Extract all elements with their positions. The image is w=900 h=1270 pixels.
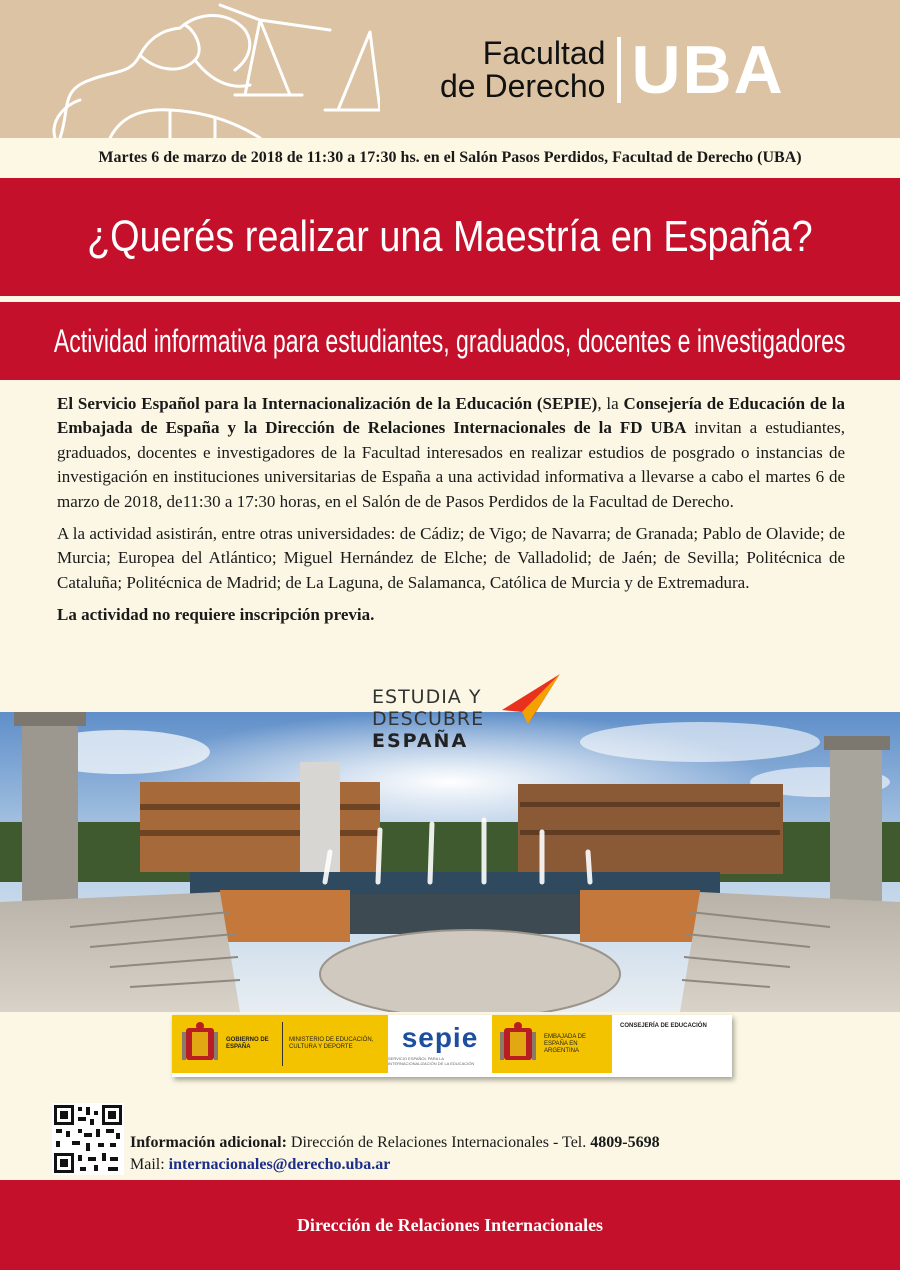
- gobierno-text: GOBIERNO DE ESPAÑA: [226, 1037, 269, 1050]
- page-subtitle: Actividad informativa para estudiantes, graduados, docentes e investigadores: [54, 322, 846, 359]
- brand-divider: [617, 37, 621, 103]
- page-title: ¿Querés realizar una Maestría en España?: [87, 212, 813, 261]
- body-text: [57, 392, 845, 636]
- paper-plane-icon: [500, 672, 562, 724]
- justice-illustration: [20, 0, 380, 138]
- estudia-espana-logo: [372, 672, 572, 772]
- consejeria-text: CONSEJERÍA DE EDUCACIÓN: [620, 1023, 707, 1029]
- embajada-text: EMBAJADA DE ESPAÑA EN ARGENTINA: [544, 1033, 587, 1054]
- sepie-subtitle: SERVICIO ESPAÑOL PARA LA INTERNACIONALIZACIÓN DE LA EDUCACIÓN: [388, 1056, 475, 1066]
- university-logo-text: UBA: [631, 32, 785, 108]
- contact-line: [130, 1132, 660, 1154]
- sponsor-sepie: [388, 1015, 492, 1073]
- text-separator: , la: [597, 394, 624, 413]
- paragraph-universities: A la actividad asistirán, entre otras universidades: de Cádiz; de Vigo; de Navarra; de Granada; Pablo de Olavide; de Murcia; Europea del Atlántico; Miguel Hernández de Elche; de Valladolid; de Jaén; de Sevilla; Politécnica de Cataluña; Politécnica de Madrid; de La Laguna, de Salamanca, Católica de Murcia y de Extremadura.: [57, 524, 845, 592]
- sponsor-embajada: [492, 1015, 612, 1073]
- email-link[interactable]: internacionales@derecho.uba.ar: [168, 1156, 391, 1173]
- header-banner: [0, 0, 900, 138]
- faculty-brand: [440, 30, 785, 110]
- sponsor-consejeria: [612, 1015, 732, 1073]
- sponsor-divider: [282, 1022, 283, 1066]
- contact-phone: 4809-5698: [590, 1134, 660, 1151]
- contact-label: Información adicional:: [130, 1134, 287, 1151]
- title-band: [0, 178, 900, 296]
- logo-line-2: DESCUBRE: [372, 708, 485, 730]
- sponsor-logos: [172, 1015, 732, 1077]
- spain-coat-of-arms-icon: [498, 1022, 538, 1066]
- paragraph-no-registration: [57, 603, 845, 627]
- event-dateline: Martes 6 de marzo de 2018 de 11:30 a 17:30 hs. en el Salón Pasos Perdidos, Facultad de Derecho (UBA): [0, 138, 900, 178]
- sepie-logo-text: sepie: [401, 1022, 479, 1053]
- org-sepie: El Servicio Español para la Internacionalización de la Educación (SEPIE): [57, 394, 598, 413]
- ministerio-text: MINISTERIO DE EDUCACIÓN, CULTURA Y DEPORTE: [289, 1037, 374, 1050]
- logo-line-3: ESPAÑA: [372, 730, 469, 752]
- faculty-line-2: de Derecho: [440, 68, 606, 104]
- sponsor-gobierno-ministerio: [172, 1015, 388, 1073]
- faculty-line-1: Facultad: [482, 35, 606, 71]
- org-consejeria: Consejería de Educación de la Embajada de España y la Dirección de Relaciones Internacionales de la FD UBA: [57, 394, 845, 438]
- footer-band: [0, 1180, 900, 1270]
- faculty-name: [440, 37, 605, 103]
- qr-code: [52, 1103, 124, 1175]
- no-registration-note: La actividad no requiere inscripción previa.: [57, 605, 375, 625]
- invitation-text: invitan a estudiantes, graduados, docentes e investigadores de la Facultad interesados en realizar estudios de posgrado o instancias de investigación en instituciones universitarias de España a una actividad informativa a llevarse a cabo el martes 6 de marzo de 2018, de11:30 a 17:30 horas, en el Salón de de Pasos Perdidos de la Facultad de Derecho.: [57, 418, 845, 511]
- footer-text: Dirección de Relaciones Internacionales: [296, 1214, 604, 1235]
- mail-label: Mail:: [130, 1156, 169, 1173]
- contact-text: Dirección de Relaciones Internacionales - Tel.: [286, 1134, 591, 1151]
- paragraph-invitation: [57, 392, 845, 514]
- spain-coat-of-arms-icon: [180, 1022, 220, 1066]
- subtitle-band: [0, 302, 900, 380]
- mail-line: [130, 1154, 660, 1176]
- contact-info: [130, 1132, 660, 1176]
- logo-line-1: ESTUDIA Y: [372, 686, 482, 708]
